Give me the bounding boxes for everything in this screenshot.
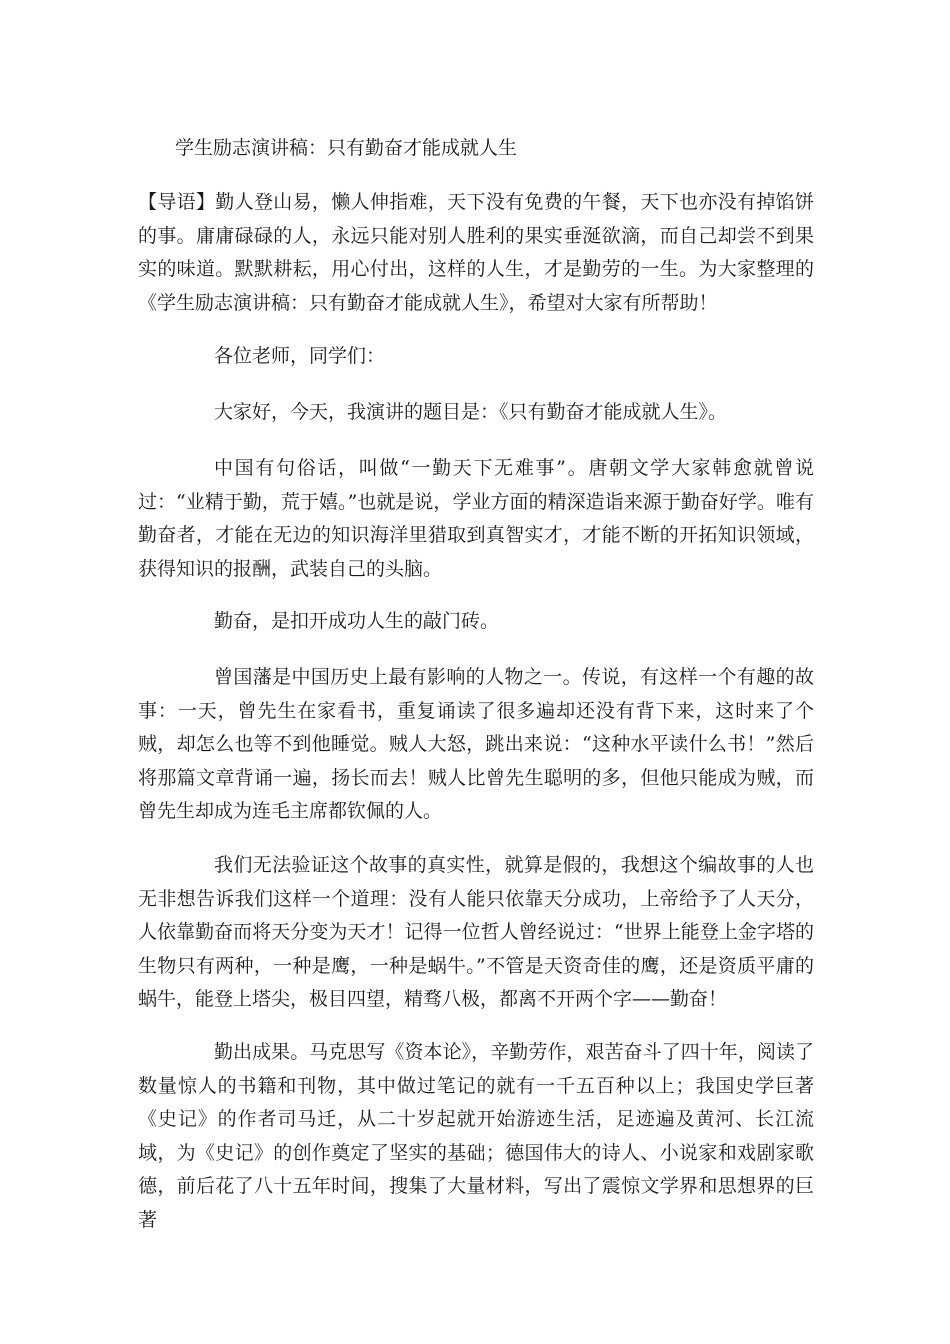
document-title: 学生励志演讲稿：只有勤奋才能成就人生 — [175, 137, 518, 159]
moral-paragraph: 我们无法验证这个故事的真实性，就算是假的，我想这个编故事的人也无非想告诉我们这样一个道理：没有人能只依靠天分成功，上帝给予了人天分，人依靠勤奋而将天分变为天才！记得一位哲人曾经说过：“世界上能登上金字塔的生物只有两种，一种是鹰，一种是蜗牛。”不管是天资奇佳的鹰，还是资质平庸的蜗牛，能登上塔尖，极目四望，精骛八极，都离不开两个字——勤奋！ — [138, 854, 814, 1010]
intro-paragraph: 【导语】勤人登山易，懒人伸指难，天下没有免费的午餐，天下也亦没有掉馅饼的事。庸庸碌碌的人，永远只能对别人胜利的果实垂涎欲滴，而自己却尝不到果实的味道。默默耕耘，用心付出，这样的人生，才是勤劳的一生。为大家整理的《学生励志演讲稿：只有勤奋才能成就人生》，希望对大家有所帮助！ — [138, 191, 814, 314]
results-paragraph: 勤出成果。马克思写《资本论》，辛勤劳作，艰苦奋斗了四十年，阅读了数量惊人的书籍和刊物，其中做过笔记的就有一千五百种以上；我国史学巨著《史记》的作者司马迁，从二十岁起就开始游迹生活，足迹遍及黄河、长江流域，为《史记》的创作奠定了坚实的基础；德国伟大的诗人、小说家和戏剧家歌德，前后花了八十五年时间，搜集了大量材料，写出了震惊文学界和思想界的巨著 — [138, 1041, 814, 1231]
proverb-paragraph: 中国有句俗话，叫做“一勤天下无难事”。唐朝文学大家韩愈就曾说过：“业精于勤，荒于嬉。”也就是说，学业方面的精深造诣来源于勤奋好学。唯有勤奋者，才能在无边的知识海洋里猎取到真智实才，才能不断的开拓知识领域，获得知识的报酬，武装自己的头脑。 — [138, 457, 814, 580]
greeting-paragraph: 各位老师，同学们： — [214, 345, 386, 367]
opening-paragraph: 大家好，今天，我演讲的题目是：《只有勤奋才能成就人生》。 — [214, 401, 728, 423]
zeng-guofan-paragraph: 曾国藩是中国历史上最有影响的人物之一。传说，有这样一个有趣的故事：一天，曾先生在家看书，重复诵读了很多遍却还没有背下来，这时来了个贼，却怎么也等不到他睡觉。贼人大怒，跳出来说：“这种水平读什么书！”然后将那篇文章背诵一遍，扬长而去！贼人比曾先生聪明的多，但他只能成为贼，而曾先生却成为连毛主席都钦佩的人。 — [138, 666, 814, 822]
thesis-paragraph: 勤奋，是扣开成功人生的敲门砖。 — [214, 610, 500, 632]
